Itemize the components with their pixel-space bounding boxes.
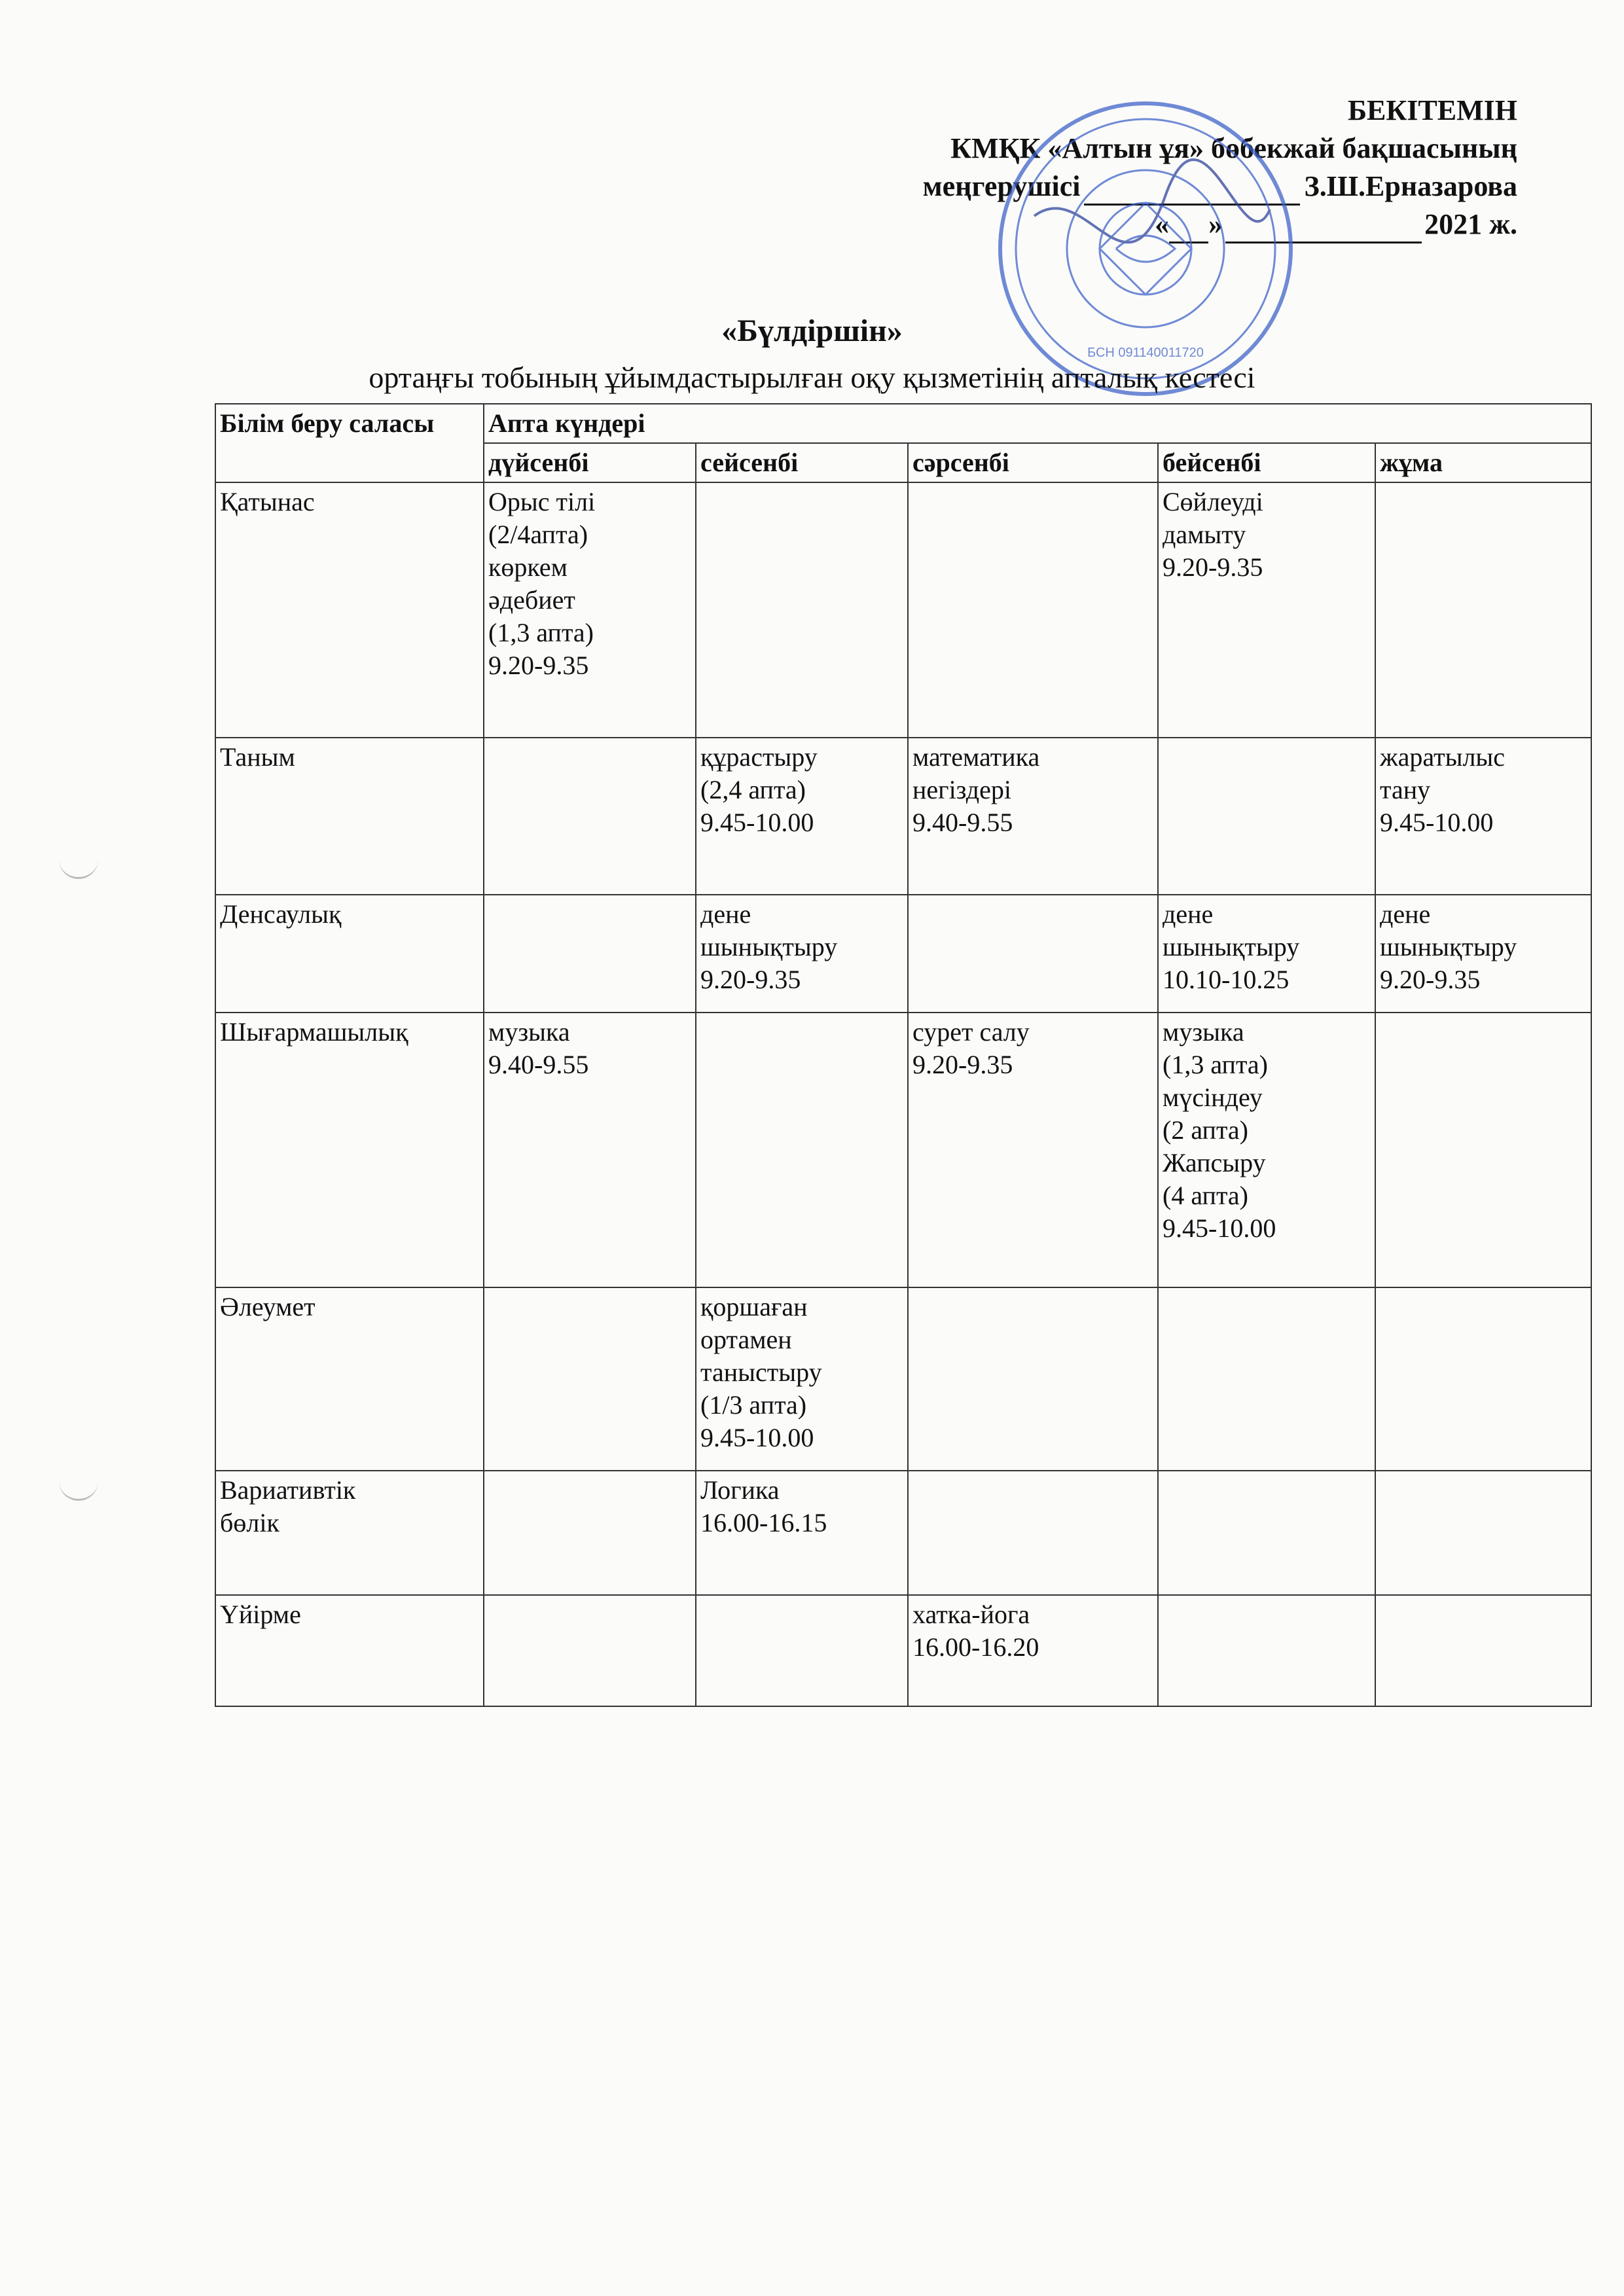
- activity-text: 9.20-9.35: [1163, 552, 1263, 582]
- activity-text: 9.20-9.35: [488, 651, 589, 680]
- activity-text: 9.20-9.35: [1380, 965, 1481, 994]
- area-cell: [215, 1013, 484, 1287]
- activity-text: 9.20-9.35: [912, 1050, 1013, 1079]
- activity-text: 9.20-9.35: [700, 965, 801, 994]
- activity-text: (2,4 апта): [700, 775, 806, 804]
- schedule-cell: [908, 1287, 1158, 1471]
- stamp-id: БСН 091140011720: [1087, 346, 1204, 360]
- schedule-cell: [1158, 1595, 1375, 1706]
- schedule-cell: [696, 895, 908, 1013]
- activity-text: құрастыру: [700, 742, 818, 772]
- schedule-cell: [1158, 1471, 1375, 1595]
- header-tuesday: сейсенбі: [696, 443, 908, 482]
- activity-text: музыка: [1163, 1017, 1244, 1047]
- official-stamp: [995, 98, 1296, 399]
- activity-text: таныстыру: [700, 1357, 822, 1387]
- activity-text: 9.40-9.55: [488, 1050, 589, 1079]
- schedule-cell: [484, 738, 696, 895]
- schedule-cell: [1375, 1013, 1591, 1287]
- schedule-cell: [696, 1595, 908, 1706]
- schedule-cell: [484, 1287, 696, 1471]
- header-wednesday: сәрсенбі: [908, 443, 1158, 482]
- activity-text: 9.45-10.00: [1380, 808, 1494, 837]
- schedule-cell: [1158, 1013, 1375, 1287]
- activity-text: хатка-йога: [912, 1600, 1030, 1629]
- schedule-cell: [1158, 1287, 1375, 1471]
- schedule-cell: [1375, 1595, 1591, 1706]
- schedule-cell: [1158, 738, 1375, 895]
- activity-text: қоршаған: [700, 1292, 808, 1321]
- activity-text: музыка: [488, 1017, 570, 1047]
- activity-text: 9.45-10.00: [1163, 1213, 1276, 1243]
- area-cell: [215, 1471, 484, 1595]
- activity-text: 10.10-10.25: [1163, 965, 1290, 994]
- table-row: [215, 1471, 1591, 1595]
- activity-text: Логика: [700, 1475, 780, 1505]
- header-monday: дүйсенбі: [484, 443, 696, 482]
- area-cell: [215, 738, 484, 895]
- activity-text: (2 апта): [1163, 1115, 1248, 1145]
- table-row: [215, 482, 1591, 738]
- area-label: Әлеумет: [220, 1292, 316, 1321]
- area-label: Үйірме: [220, 1600, 301, 1629]
- schedule-cell: [908, 482, 1158, 738]
- schedule-cell: [484, 1013, 696, 1287]
- schedule-cell: [696, 1287, 908, 1471]
- activity-text: шынықтыру: [1163, 932, 1300, 961]
- activity-text: Сөйлеуді: [1163, 487, 1263, 516]
- area-label: Денсаулық: [220, 899, 342, 929]
- activity-text: дене: [1380, 899, 1431, 929]
- schedule-body: [215, 482, 1591, 1706]
- table-row: [215, 1595, 1591, 1706]
- schedule-cell: [484, 482, 696, 738]
- punch-hole-mark: [59, 1473, 98, 1501]
- date-open-quote: «: [1155, 208, 1170, 240]
- approval-year: 2021 ж.: [1424, 208, 1517, 240]
- schedule-cell: [908, 738, 1158, 895]
- area-cell: [215, 482, 484, 738]
- activity-text: 9.45-10.00: [700, 808, 814, 837]
- activity-text: негіздері: [912, 775, 1011, 804]
- approval-position: меңгерушісі: [922, 170, 1081, 202]
- header-weekdays: Апта күндері: [484, 404, 1591, 443]
- schedule-cell: [484, 1471, 696, 1595]
- area-label: Таным: [220, 742, 295, 772]
- date-close-quote: »: [1208, 208, 1223, 240]
- schedule-cell: [1375, 1471, 1591, 1595]
- activity-text: (4 апта): [1163, 1181, 1248, 1210]
- approval-heading: БЕКІТЕМІН: [1347, 94, 1517, 126]
- activity-text: 9.40-9.55: [912, 808, 1013, 837]
- header-area: Білім беру саласы: [215, 404, 484, 482]
- schedule-cell: [908, 1013, 1158, 1287]
- activity-text: 16.00-16.15: [700, 1508, 827, 1537]
- activity-text: дене: [1163, 899, 1214, 929]
- activity-text: (1,3 апта): [1163, 1050, 1268, 1079]
- activity-text: тану: [1380, 775, 1431, 804]
- area-label: Вариативтік: [220, 1475, 356, 1505]
- schedule-cell: [1158, 895, 1375, 1013]
- activity-text: 9.45-10.00: [700, 1423, 814, 1452]
- activity-text: сурет салу: [912, 1017, 1030, 1047]
- activity-text: 16.00-16.20: [912, 1632, 1039, 1662]
- activity-text: Жапсыру: [1163, 1148, 1266, 1177]
- header-thursday: бейсенбі: [1158, 443, 1375, 482]
- activity-text: әдебиет: [488, 585, 575, 615]
- activity-text: шынықтыру: [1380, 932, 1517, 961]
- activity-text: (1,3 апта): [488, 618, 594, 647]
- activity-text: математика: [912, 742, 1040, 772]
- document-title: «Бүлдіршін»: [721, 314, 903, 348]
- document-subtitle: ортаңғы тобының ұйымдастырылған оқу қызметінің апталық кестесі: [369, 361, 1255, 394]
- area-label: бөлік: [220, 1508, 280, 1537]
- area-cell: [215, 1595, 484, 1706]
- activity-text: (2/4апта): [488, 520, 588, 549]
- activity-text: мүсіндеу: [1163, 1083, 1263, 1112]
- schedule-cell: [908, 1595, 1158, 1706]
- activity-text: (1/3 апта): [700, 1390, 807, 1420]
- schedule-cell: [696, 738, 908, 895]
- activity-text: шынықтыру: [700, 932, 838, 961]
- area-label: Шығармашылық: [220, 1017, 408, 1047]
- area-label: Қатынас: [220, 487, 315, 516]
- table-row: [215, 738, 1591, 895]
- schedule-cell: [484, 895, 696, 1013]
- schedule-cell: [1375, 482, 1591, 738]
- area-cell: [215, 895, 484, 1013]
- activity-text: Орыс тілі: [488, 487, 596, 516]
- schedule-cell: [1375, 895, 1591, 1013]
- weekly-schedule-table: [215, 403, 1592, 1707]
- table-row: [215, 895, 1591, 1013]
- schedule-cell: [696, 482, 908, 738]
- activity-text: дене: [700, 899, 751, 929]
- table-row: [215, 1013, 1591, 1287]
- activity-text: ортамен: [700, 1325, 792, 1354]
- header-friday: жұма: [1375, 443, 1591, 482]
- punch-hole-mark: [59, 851, 98, 879]
- activity-text: көркем: [488, 552, 568, 582]
- activity-text: дамыту: [1163, 520, 1246, 549]
- activity-text: жаратылыс: [1380, 742, 1506, 772]
- approval-name: З.Ш.Ерназарова: [1304, 170, 1517, 202]
- schedule-cell: [1158, 482, 1375, 738]
- schedule-cell: [908, 895, 1158, 1013]
- schedule-cell: [696, 1013, 908, 1287]
- schedule-cell: [484, 1595, 696, 1706]
- approval-organization: КМҚК «Алтын ұя» бөбекжай бақшасының: [950, 132, 1517, 164]
- schedule-cell: [908, 1471, 1158, 1595]
- schedule-cell: [1375, 738, 1591, 895]
- area-cell: [215, 1287, 484, 1471]
- table-row: [215, 1287, 1591, 1471]
- schedule-cell: [696, 1471, 908, 1595]
- schedule-cell: [1375, 1287, 1591, 1471]
